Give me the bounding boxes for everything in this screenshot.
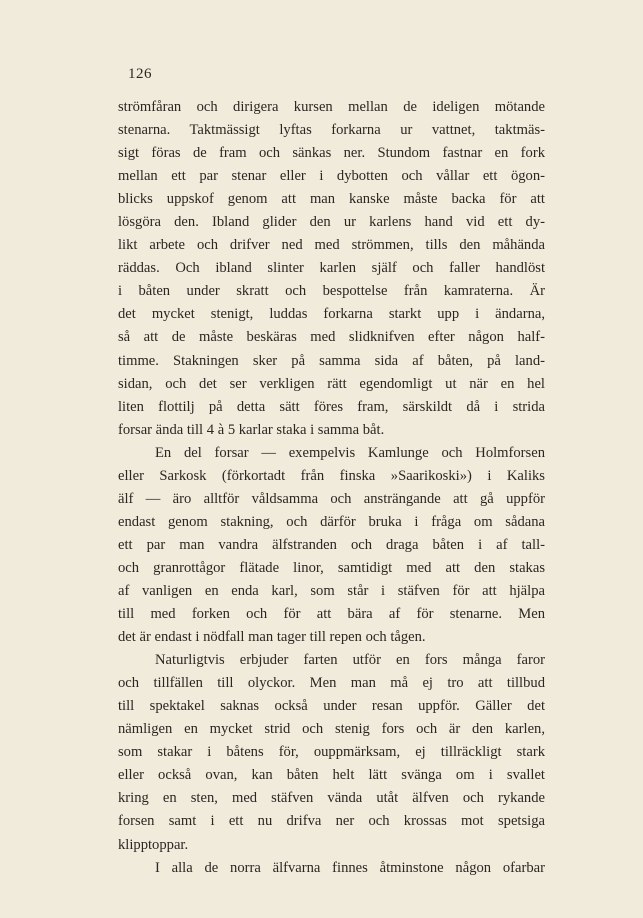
text-line: lösgöra den. Ibland glider den ur karlens hand vid ett dy-: [118, 214, 545, 231]
text-line: mellan ett par stenar eller i dybotten och vållar ett ögon-: [118, 168, 545, 185]
text-line: i båten under skratt och bespottelse från kamraterna. Är: [118, 283, 545, 300]
text-line: Naturligtvis erbjuder farten utför en fors många faror: [155, 652, 545, 669]
text-line: nämligen en mycket strid och stenig fors och är den karlen,: [118, 721, 545, 738]
text-line: älf — äro alltför våldsamma och ansträngande att gå uppför: [118, 490, 545, 507]
text-line: liten flottilj på detta sätt föres fram, särskildt då i strida: [118, 398, 545, 415]
text-line: till spektakel saknas också under resan uppför. Gäller det: [118, 698, 545, 715]
text-line: sidan, och det ser verkligen rätt egendomligt ut när en hel: [118, 375, 545, 392]
text-line: strömfåran och dirigera kursen mellan de ideligen mötande: [118, 99, 545, 115]
text-line: räddas. Och ibland slinter karlen själf och faller handlöst: [118, 260, 545, 277]
text-line: eller Sarkosk (förkortadt från finska »Saarikoski») i Kaliks: [118, 467, 545, 484]
text-line: och tillfällen till olyckor. Men man må ej tro att tillbud: [118, 675, 545, 692]
text-line: forsen samt i ett nu drifva ner och krossas mot spetsiga: [118, 813, 545, 830]
text-line: En del forsar — exempelvis Kamlunge och Holmforsen: [155, 444, 545, 461]
text-line: det mycket stenigt, luddas forkarna starkt upp i ändarna,: [118, 306, 545, 323]
text-line: som stakar i båtens för, ouppmärksam, ej tillräckligt stark: [118, 744, 545, 761]
text-line: timme. Stakningen sker på samma sida af båten, på land-: [118, 352, 545, 369]
text-line: endast genom stakning, och därför bruka i fråga om sådana: [118, 513, 545, 530]
text-line: af vanligen en enda karl, som står i stäfven för att hjälpa: [118, 582, 545, 599]
text-line: till med forken och för att bära af för stenarne. Men: [118, 606, 545, 623]
page-number: 126: [128, 66, 152, 82]
text-line: eller också ovan, kan båten helt lätt svänga om i svallet: [118, 767, 545, 784]
text-line: det är endast i nödfall man tager till repen och tågen.: [118, 629, 426, 646]
text-line: klipptoppar.: [118, 836, 189, 853]
text-line: sigt föras de fram och sänkas ner. Stundom fastnar en fork: [118, 145, 545, 162]
text-line: ett par man vandra älfstranden och draga båten i af tall-: [118, 536, 545, 553]
text-line: likt arbete och drifver ned med strömmen, tills den måhända: [118, 237, 545, 254]
body-text: [118, 96, 545, 880]
text-line: blicks uppskof genom att man kanske måste backa för att: [118, 191, 545, 208]
text-line: forsar ända till 4 à 5 karlar staka i samma båt.: [118, 421, 385, 438]
text-line: I alla de norra älfvarna finnes åtminstone någon ofarbar: [155, 859, 545, 876]
text-line: kring en sten, med stäfven vända utåt älfven och rykande: [118, 790, 545, 807]
text-line: stenarna. Taktmässigt lyftas forkarna ur vattnet, taktmäs-: [118, 122, 545, 139]
text-line: och granrottågor flätade linor, samtidigt med att den stakas: [118, 559, 545, 576]
text-line: så att de måste beskäras med slidknifven efter någon half-: [118, 329, 545, 346]
